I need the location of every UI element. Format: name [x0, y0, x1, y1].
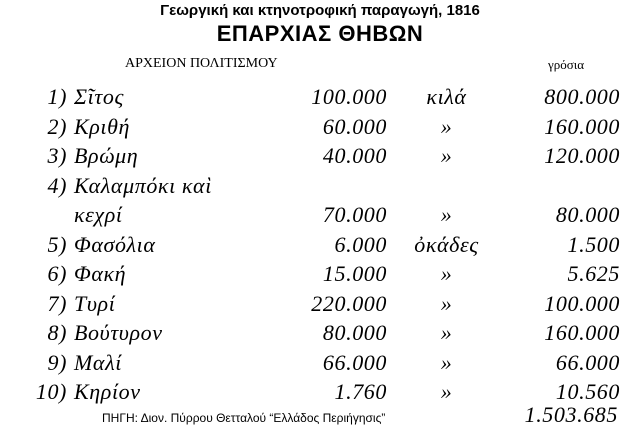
row-number: 7)	[47, 290, 67, 316]
document-footer	[0, 401, 640, 431]
archive-label: ΑΡΧΕΙΟΝ ΠΟΛΙΤΙΣΜΟΥ	[125, 56, 278, 71]
row-number: 2)	[47, 113, 67, 139]
source-citation: ΠΗΓΗ: Διον. Πύρρου Θετταλού “Ελλάδος Περιήγησις”	[102, 411, 386, 425]
product-quantity: 60.000	[322, 113, 387, 139]
table-row	[0, 348, 640, 378]
product-name: Κριθή	[74, 113, 131, 139]
row-number: 8)	[47, 320, 67, 345]
product-name: Τυρί	[74, 290, 116, 316]
product-value: 100.000	[544, 290, 620, 316]
product-quantity: 6.000	[334, 231, 387, 257]
product-name: Βρώμη	[74, 143, 139, 168]
product-name: Σῖτος	[74, 84, 124, 109]
row-number: 5)	[47, 231, 67, 257]
table-row	[0, 259, 640, 289]
product-value: 160.000	[544, 113, 620, 139]
product-name: Φακή	[74, 261, 127, 286]
product-name: Φασόλια	[74, 231, 156, 257]
product-value: 160.000	[544, 320, 620, 345]
document-title: Γεωργική και κτηνοτροφική παραγωγή, 1816	[160, 2, 480, 19]
product-unit: »	[440, 143, 453, 168]
product-quantity: 220.000	[311, 290, 387, 316]
product-unit: »	[440, 113, 453, 139]
product-name: Κηρίον	[74, 379, 141, 404]
table-row	[0, 289, 640, 319]
grand-total: 1.503.685	[524, 402, 618, 427]
product-quantity: 40.000	[322, 143, 387, 168]
product-quantity: 15.000	[322, 261, 387, 286]
product-name: Μαλί	[74, 349, 122, 375]
production-table	[0, 82, 640, 407]
table-row	[0, 318, 640, 348]
table-row	[0, 82, 640, 112]
product-value: 66.000	[555, 349, 620, 375]
table-row	[0, 112, 640, 142]
product-value: 1.500	[567, 231, 620, 257]
product-unit: ὀκάδες	[414, 231, 479, 257]
product-quantity: 66.000	[322, 349, 387, 375]
product-value: 5.625	[567, 261, 620, 286]
product-unit: »	[440, 349, 453, 375]
product-unit: »	[440, 261, 453, 286]
table-row	[0, 230, 640, 260]
product-unit: κιλά	[426, 84, 467, 109]
product-value: 10.560	[555, 379, 620, 404]
product-quantity: 80.000	[322, 320, 387, 345]
product-quantity: 100.000	[311, 84, 387, 109]
product-quantity: 70.000	[322, 202, 387, 227]
product-unit: »	[440, 320, 453, 345]
row-number: 1)	[47, 84, 67, 109]
product-unit: »	[440, 379, 453, 404]
table-row	[0, 141, 640, 171]
row-number: 10)	[35, 379, 67, 404]
row-number: 9)	[47, 349, 67, 375]
product-value: 120.000	[544, 143, 620, 168]
product-quantity: 1.760	[334, 379, 387, 404]
product-name: κεχρί	[74, 202, 123, 227]
row-number: 4)	[47, 172, 67, 198]
product-value: 80.000	[555, 202, 620, 227]
table-row	[0, 171, 640, 201]
currency-label: γρόσια	[548, 57, 585, 72]
product-value: 800.000	[544, 84, 620, 109]
province-heading: ΕΠΑΡΧΙΑΣ ΘΗΒΩΝ	[216, 21, 424, 46]
product-name: Βούτυρον	[74, 320, 163, 345]
product-name: Καλαμπόκι καὶ	[74, 172, 212, 198]
table-row	[0, 200, 640, 230]
row-number: 6)	[47, 261, 67, 286]
product-unit: »	[440, 202, 453, 227]
row-number: 3)	[47, 143, 67, 168]
product-unit: »	[440, 290, 453, 316]
